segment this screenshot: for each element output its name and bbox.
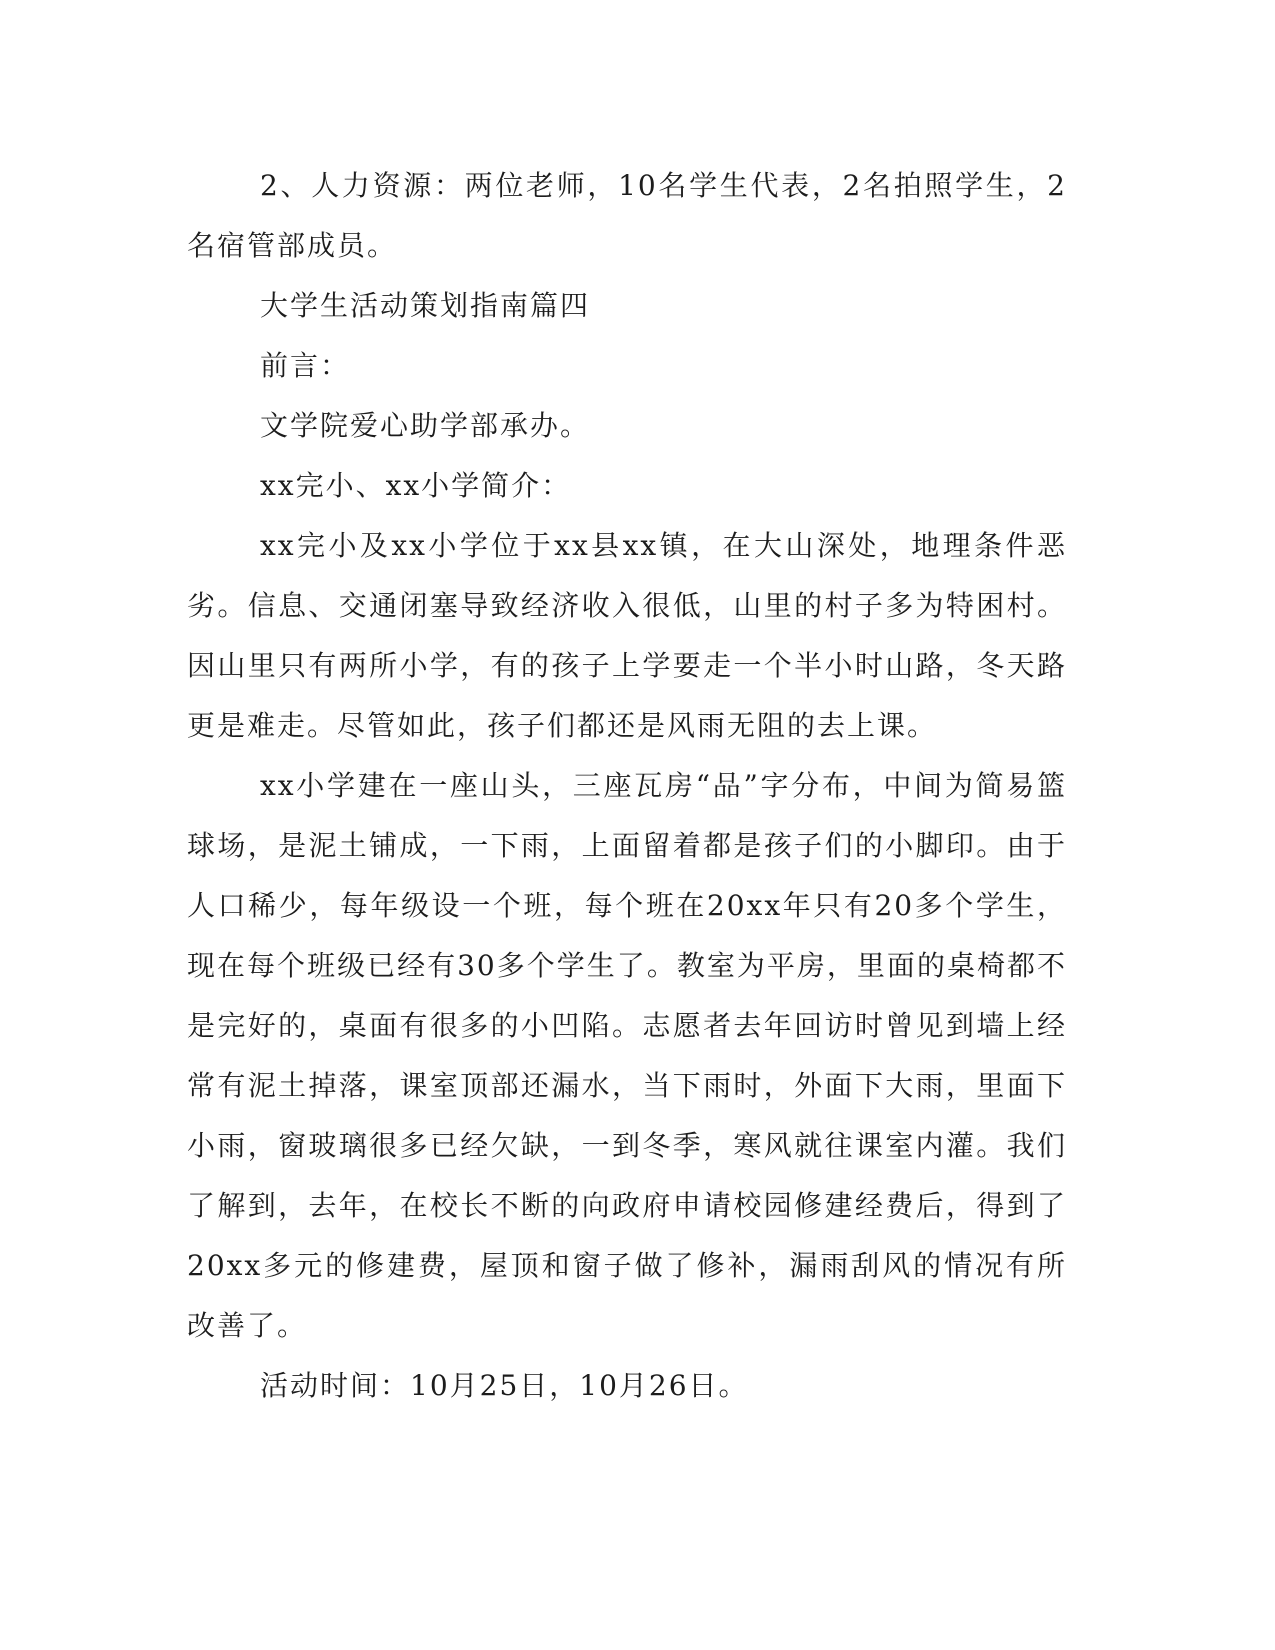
paragraph-school-location: xx完小及xx小学位于xx县xx镇，在大山深处，地理条件恶劣。信息、交通闭塞导致经济收入很低，山里的村子多为特困村。因山里只有两所小学，有的孩子上学要走一个半小时山路，冬天路更是难走。尽管如此，孩子们都还是风雨无阻的去上课。 bbox=[187, 529, 1067, 742]
section-heading: 大学生活动策划指南篇四 bbox=[260, 289, 591, 322]
paragraph-school-conditions: xx小学建在一座山头，三座瓦房“品”字分布，中间为简易篮球场，是泥土铺成，一下雨，上面留着都是孩子们的小脚印。由于人口稀少，每年级设一个班，每个班在20xx年只有20多个学生，现在每个班级已经有30多个学生了。教室为平房，里面的桌椅都不是完好的，桌面有很多的小凹陷。志愿者去年回访时曾见到墙上经常有泥土掉落，课室顶部还漏水，当下雨时，外面下大雨，里面下小雨，窗玻璃很多已经欠缺，一到冬季，寒风就往课室内灌。我们了解到，去年，在校长不断的向政府申请校园修建经费后，得到了20xx多元的修建费，屋顶和窗子做了修补，漏雨刮风的情况有所改善了。 bbox=[187, 769, 1067, 1342]
paragraph-human-resources: 2、人力资源：两位老师，10名学生代表，2名拍照学生，2名宿管部成员。 bbox=[187, 169, 1067, 262]
document-body bbox=[187, 156, 1067, 1416]
preface-label: 前言： bbox=[260, 349, 351, 382]
paragraph-activity-time: 活动时间：10月25日，10月26日。 bbox=[260, 1369, 749, 1402]
paragraph-organizer: 文学院爱心助学部承办。 bbox=[260, 409, 591, 442]
school-intro-label: xx完小、xx小学简介： bbox=[260, 469, 572, 502]
